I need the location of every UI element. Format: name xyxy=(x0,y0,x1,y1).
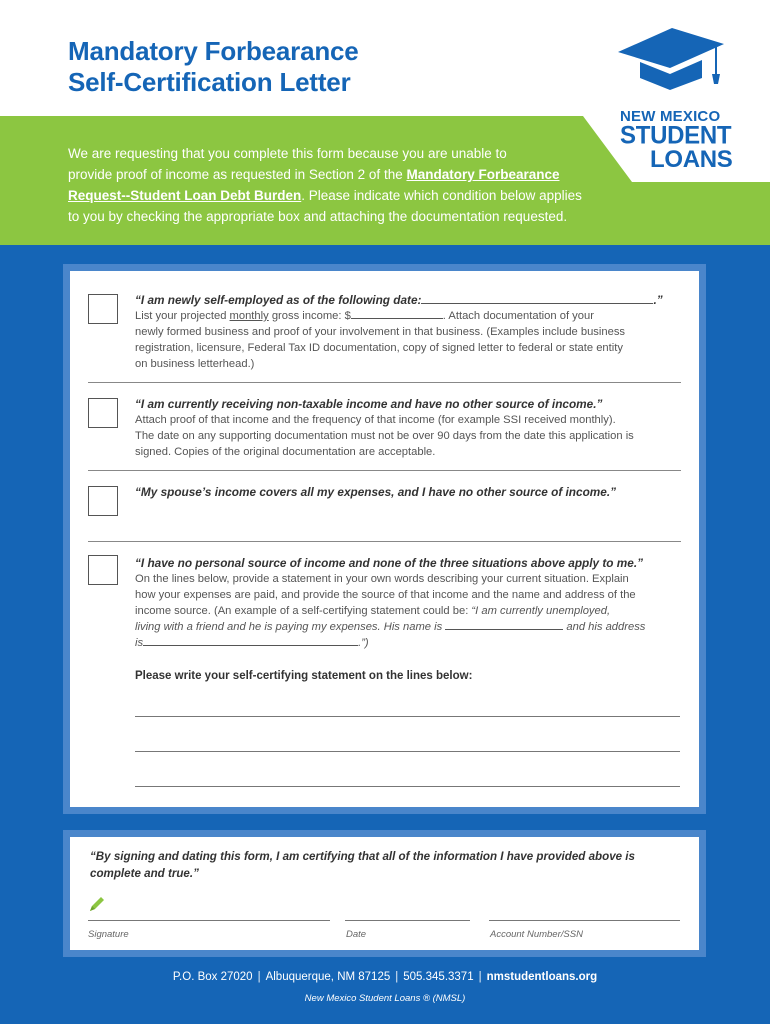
intro-line: Request--Student Loan Debt Burden. Please indicate which condition below applies xyxy=(68,188,582,203)
footer-phone: 505.345.3371 xyxy=(403,971,474,983)
option-no-income: “I have no personal source of income and none of the three situations above apply to me.” On the lines below, provide a statement in your own words describing your current situation. Explain how your expenses are paid, and provide the source of that income and the name and address of the income source. (An example of a self-certifying statement could be: “I am currently unemployed, living with a friend and he is paying my expenses. His name is and his address is .”) xyxy=(135,556,646,649)
pencil-icon xyxy=(88,895,106,913)
date-field[interactable] xyxy=(345,920,470,921)
logo-text-line-1: NEW MEXICO xyxy=(620,108,721,125)
option-spouse-income: “My spouse’s income covers all my expenses, and I have no other source of income.” xyxy=(135,485,616,499)
statement-line-1[interactable] xyxy=(135,716,680,717)
option-self-employed: “I am newly self-employed as of the following date: .” List your projected monthly gross income: $ . Attach documentation of your newly formed business and proof of your involvement in that business. (Examples include business registration, licensure, Federal Tax ID documentation, copy of signed letter to federal or state entity on business letterhead.) xyxy=(135,292,683,372)
forbearance-request-link[interactable]: Mandatory Forbearance xyxy=(406,167,560,182)
option-non-taxable-income: “I am currently receiving non-taxable income and have no other source of income.” Attach proof of that income and the frequency of that income (for example SSI received monthly). The date on any supporting documentation must not be over 90 days from the date this application is signed. Copies of the original documentation are acceptable. xyxy=(135,397,634,458)
footer-contact: P.O. Box 27020 | Albuquerque, NM 87125 | 505.345.3371 | nmstudentloans.org xyxy=(172,971,598,983)
intro-line: provide proof of income as requested in Section 2 of the Mandatory Forbearance xyxy=(68,167,560,182)
title-line-2: Self-Certification Letter xyxy=(68,67,351,97)
footer-legal: New Mexico Student Loans ® (NMSL) xyxy=(304,993,466,1004)
account-number-label: Account Number/SSN xyxy=(490,929,583,940)
page-title xyxy=(68,36,359,98)
intro-line: We are requesting that you complete this form because you are unable to xyxy=(68,146,507,161)
date-label: Date xyxy=(346,929,367,940)
income-blank[interactable] xyxy=(351,309,443,319)
intro-text xyxy=(68,143,628,227)
divider xyxy=(88,470,681,471)
account-number-field[interactable] xyxy=(489,920,680,921)
title-line-1: Mandatory Forbearance xyxy=(68,36,359,66)
footer-website-link[interactable]: nmstudentloans.org xyxy=(486,971,598,983)
statement-line-3[interactable] xyxy=(135,786,680,787)
footer-address: P.O. Box 27020 xyxy=(172,971,253,983)
statement-prompt: Please write your self-certifying statement on the lines below: xyxy=(135,670,473,682)
footer-city: Albuquerque, NM 87125 xyxy=(265,971,391,983)
intro-line: to you by checking the appropriate box and attaching the documentation requested. xyxy=(68,209,568,224)
name-blank[interactable] xyxy=(445,620,563,630)
checkbox-self-employed[interactable] xyxy=(88,294,118,324)
divider xyxy=(88,541,681,542)
graduation-cap-icon xyxy=(612,22,730,102)
divider xyxy=(88,382,681,383)
checkbox-non-taxable-income[interactable] xyxy=(88,398,118,428)
logo-text-line-3: LOANS xyxy=(650,146,733,173)
signature-field[interactable] xyxy=(88,920,330,921)
nmsl-logo xyxy=(612,22,733,173)
forbearance-request-link-cont[interactable]: Request--Student Loan Debt Burden xyxy=(68,188,302,203)
logo-text-line-2: STUDENT xyxy=(620,121,732,150)
date-blank[interactable] xyxy=(421,294,653,304)
checkbox-no-income[interactable] xyxy=(88,555,118,585)
statement-line-2[interactable] xyxy=(135,751,680,752)
certification-statement: “By signing and dating this form, I am certifying that all of the information I have provided above is complete and true.” xyxy=(90,850,635,880)
option-quote: “I am newly self-employed as of the following date: .” xyxy=(135,293,663,307)
address-blank[interactable] xyxy=(143,636,358,646)
checkbox-spouse-income[interactable] xyxy=(88,486,118,516)
signature-label: Signature xyxy=(88,929,129,940)
